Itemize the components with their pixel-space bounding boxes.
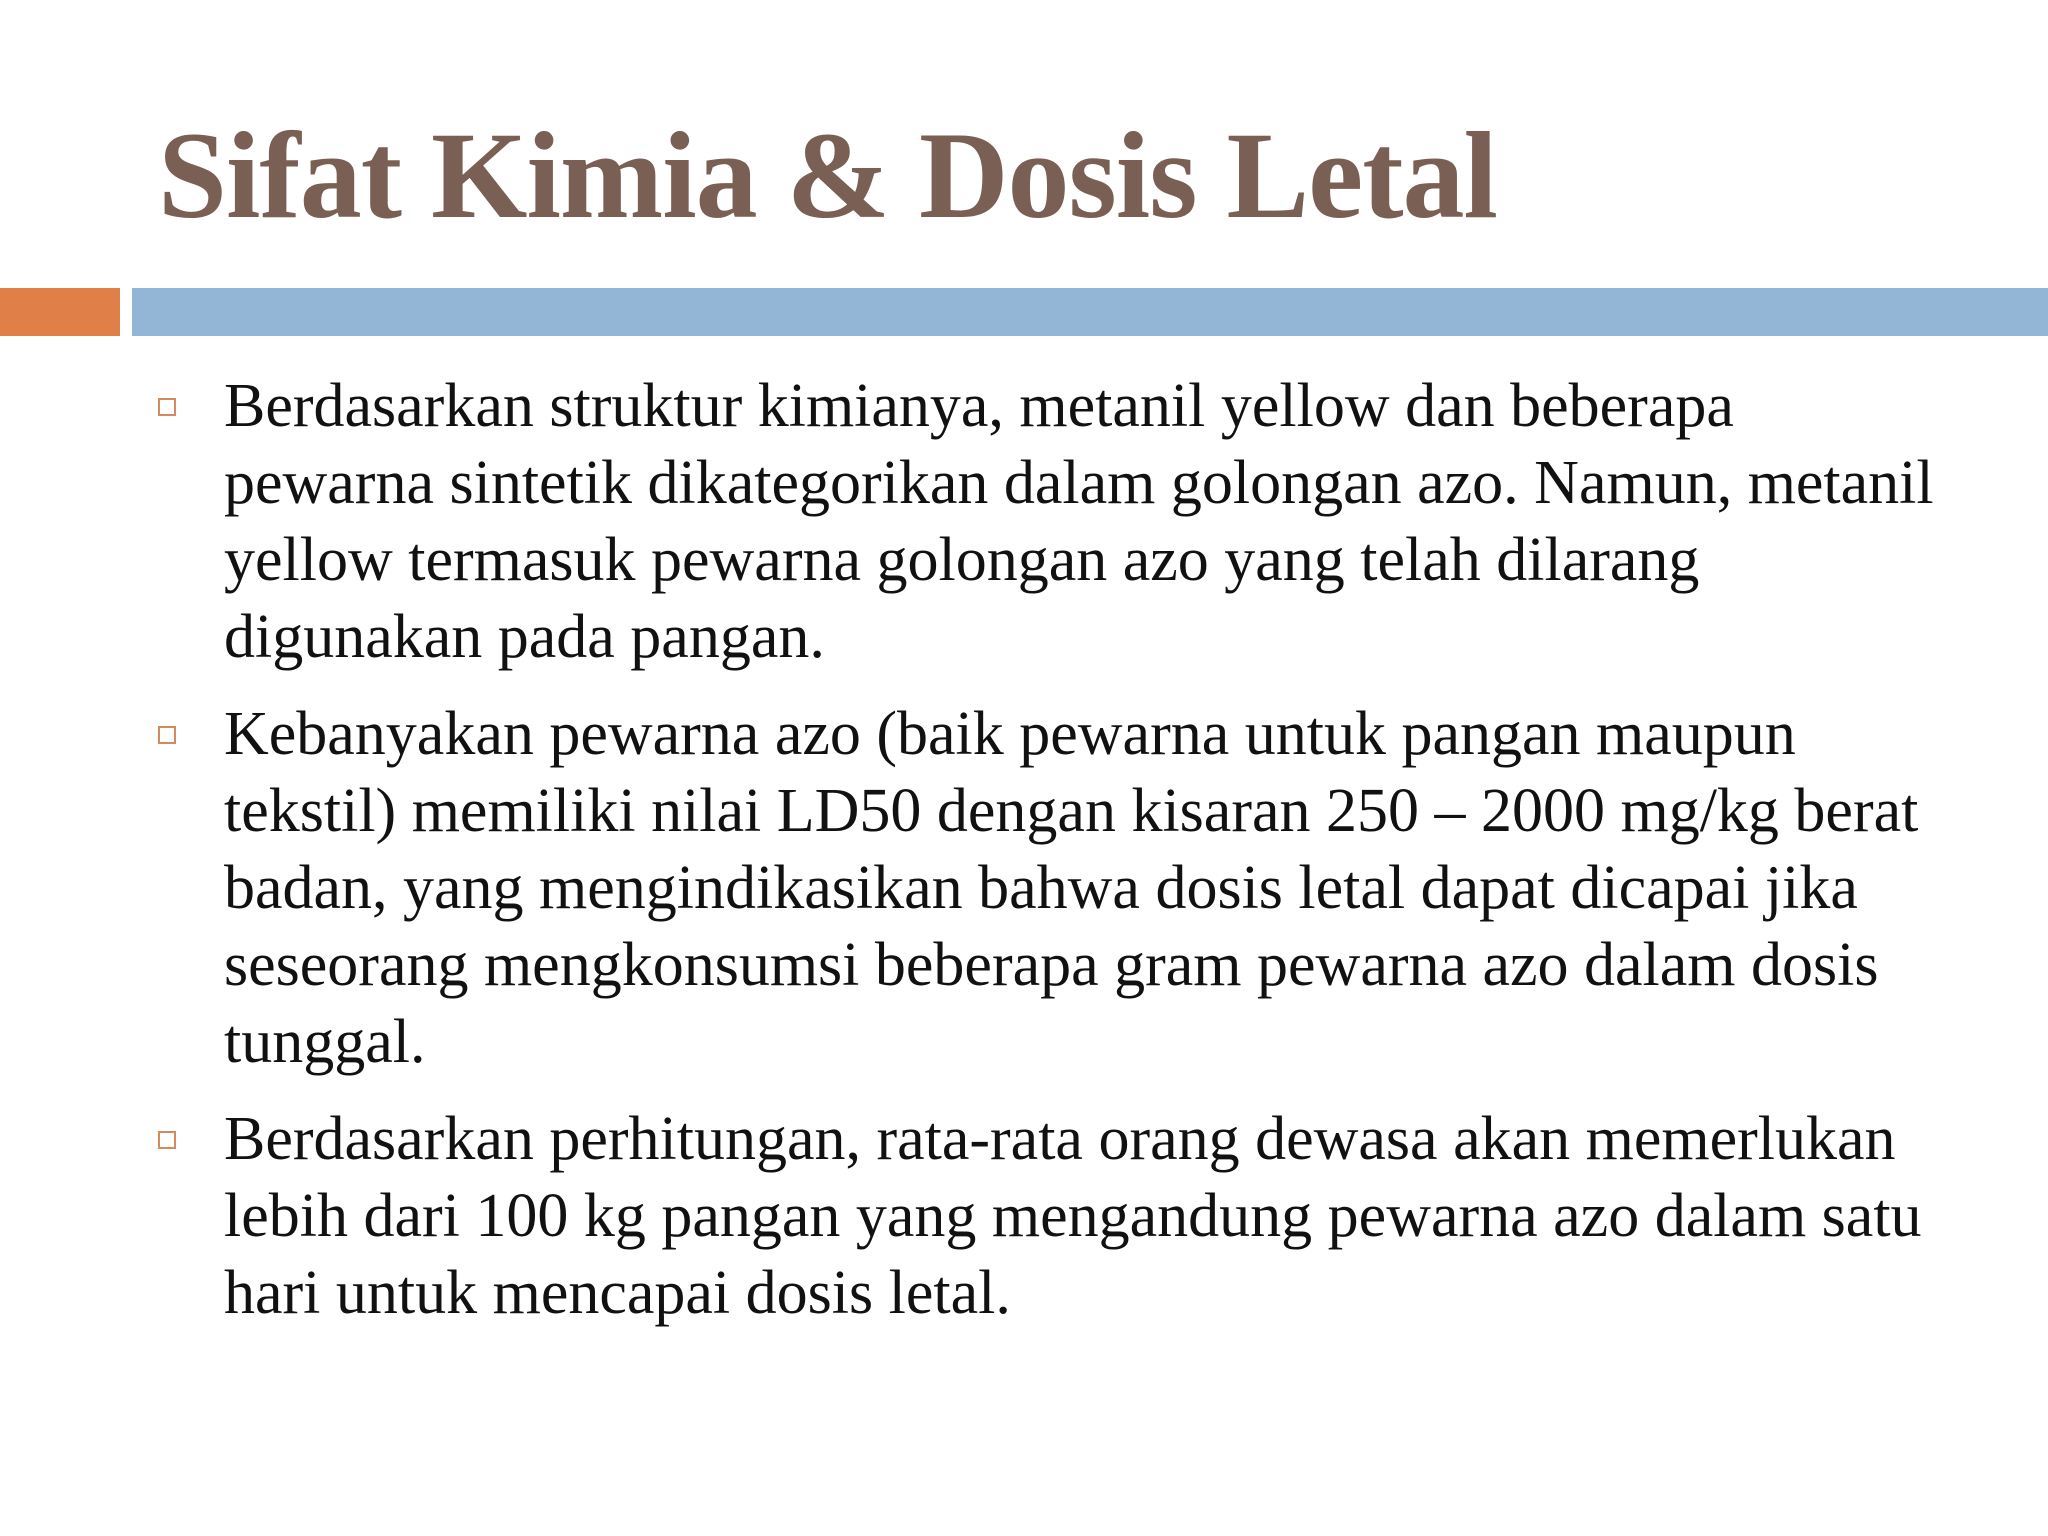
slide-title: Sifat Kimia & Dosis Letal [158,107,1497,244]
accent-bar [0,288,120,336]
bullet-list [158,368,1958,1352]
list-item [158,1101,1958,1332]
list-item [158,368,1958,676]
title-underline-bar [132,288,2048,336]
bullet-text: Kebanyakan pewarna azo (baik pewarna untuk pangan maupun tekstil) memiliki nilai LD50 dengan kisaran 250 – 2000 mg/kg berat badan, yang mengindikasikan bahwa dosis letal dapat dicapai jika seseorang mengkonsumsi beberapa gram pewarna azo dalam dosis tunggal. [224,700,1919,1076]
square-bullet-icon [158,398,176,416]
square-bullet-icon [158,1131,176,1149]
list-item [158,696,1958,1081]
bullet-text: Berdasarkan struktur kimianya, metanil yellow dan beberapa pewarna sintetik dikategorikan dalam golongan azo. Namun, metanil yellow termasuk pewarna golongan azo yang telah dilarang digunakan pada pangan. [224,372,1934,671]
square-bullet-icon [158,726,176,744]
bullet-text: Berdasarkan perhitungan, rata-rata orang dewasa akan memerlukan lebih dari 100 kg pangan yang mengandung pewarna azo dalam satu hari untuk mencapai dosis letal. [224,1105,1922,1327]
